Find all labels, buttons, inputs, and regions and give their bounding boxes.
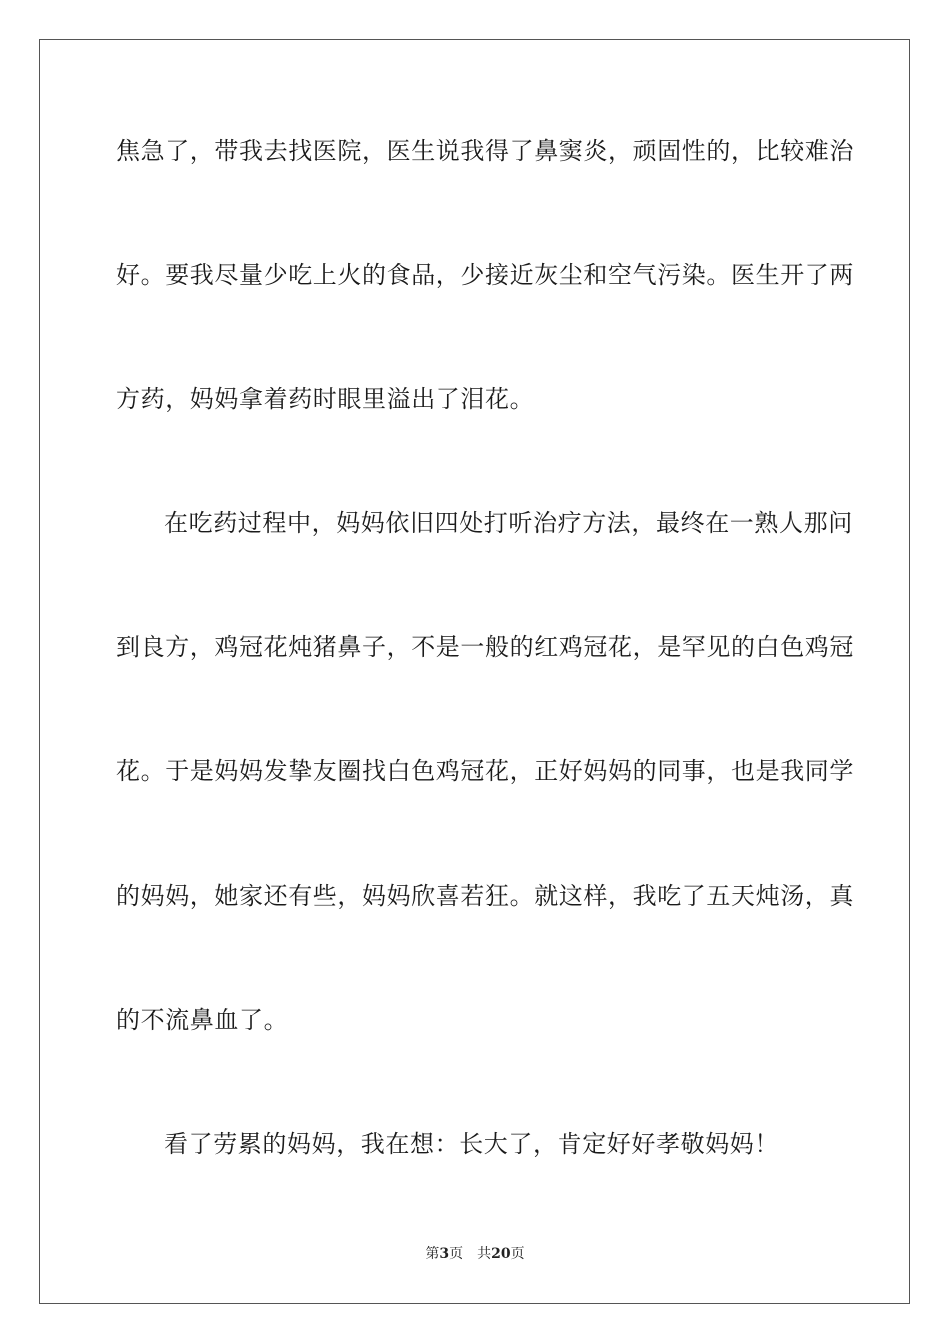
paragraph-line: 看了劳累的妈妈，我在想：长大了，肯定好好孝敬妈妈！ xyxy=(164,1130,779,1158)
page-frame xyxy=(39,39,910,1304)
page-suffix: 页 xyxy=(449,1246,464,1262)
page-footer xyxy=(0,1244,950,1264)
page-total-number: 20 xyxy=(491,1246,511,1262)
paragraph-line: 的妈妈，她家还有些，妈妈欣喜若狂。就这样，我吃了五天炖汤，真 xyxy=(116,882,854,910)
paragraph-line: 花。于是妈妈发挚友圈找白色鸡冠花，正好妈妈的同事，也是我同学 xyxy=(116,757,854,785)
page-prefix: 第 xyxy=(425,1246,440,1262)
total-suffix: 页 xyxy=(510,1246,525,1262)
paragraph-line: 的不流鼻血了。 xyxy=(116,1006,289,1034)
paragraph-line: 焦急了，带我去找医院，医生说我得了鼻窦炎，顽固性的，比较难治 xyxy=(116,137,854,165)
paragraph-line: 方药，妈妈拿着药时眼里溢出了泪花。 xyxy=(116,385,535,413)
paragraph-line: 好。要我尽量少吃上火的食品，少接近灰尘和空气污染。医生开了两 xyxy=(116,261,854,289)
paragraph-line: 到良方，鸡冠花炖猪鼻子，不是一般的红鸡冠花，是罕见的白色鸡冠 xyxy=(116,633,854,661)
total-prefix: 共 xyxy=(477,1246,492,1262)
page-current-number: 3 xyxy=(439,1246,450,1262)
paragraph-line: 在吃药过程中，妈妈依旧四处打听治疗方法，最终在一熟人那问 xyxy=(164,509,853,537)
